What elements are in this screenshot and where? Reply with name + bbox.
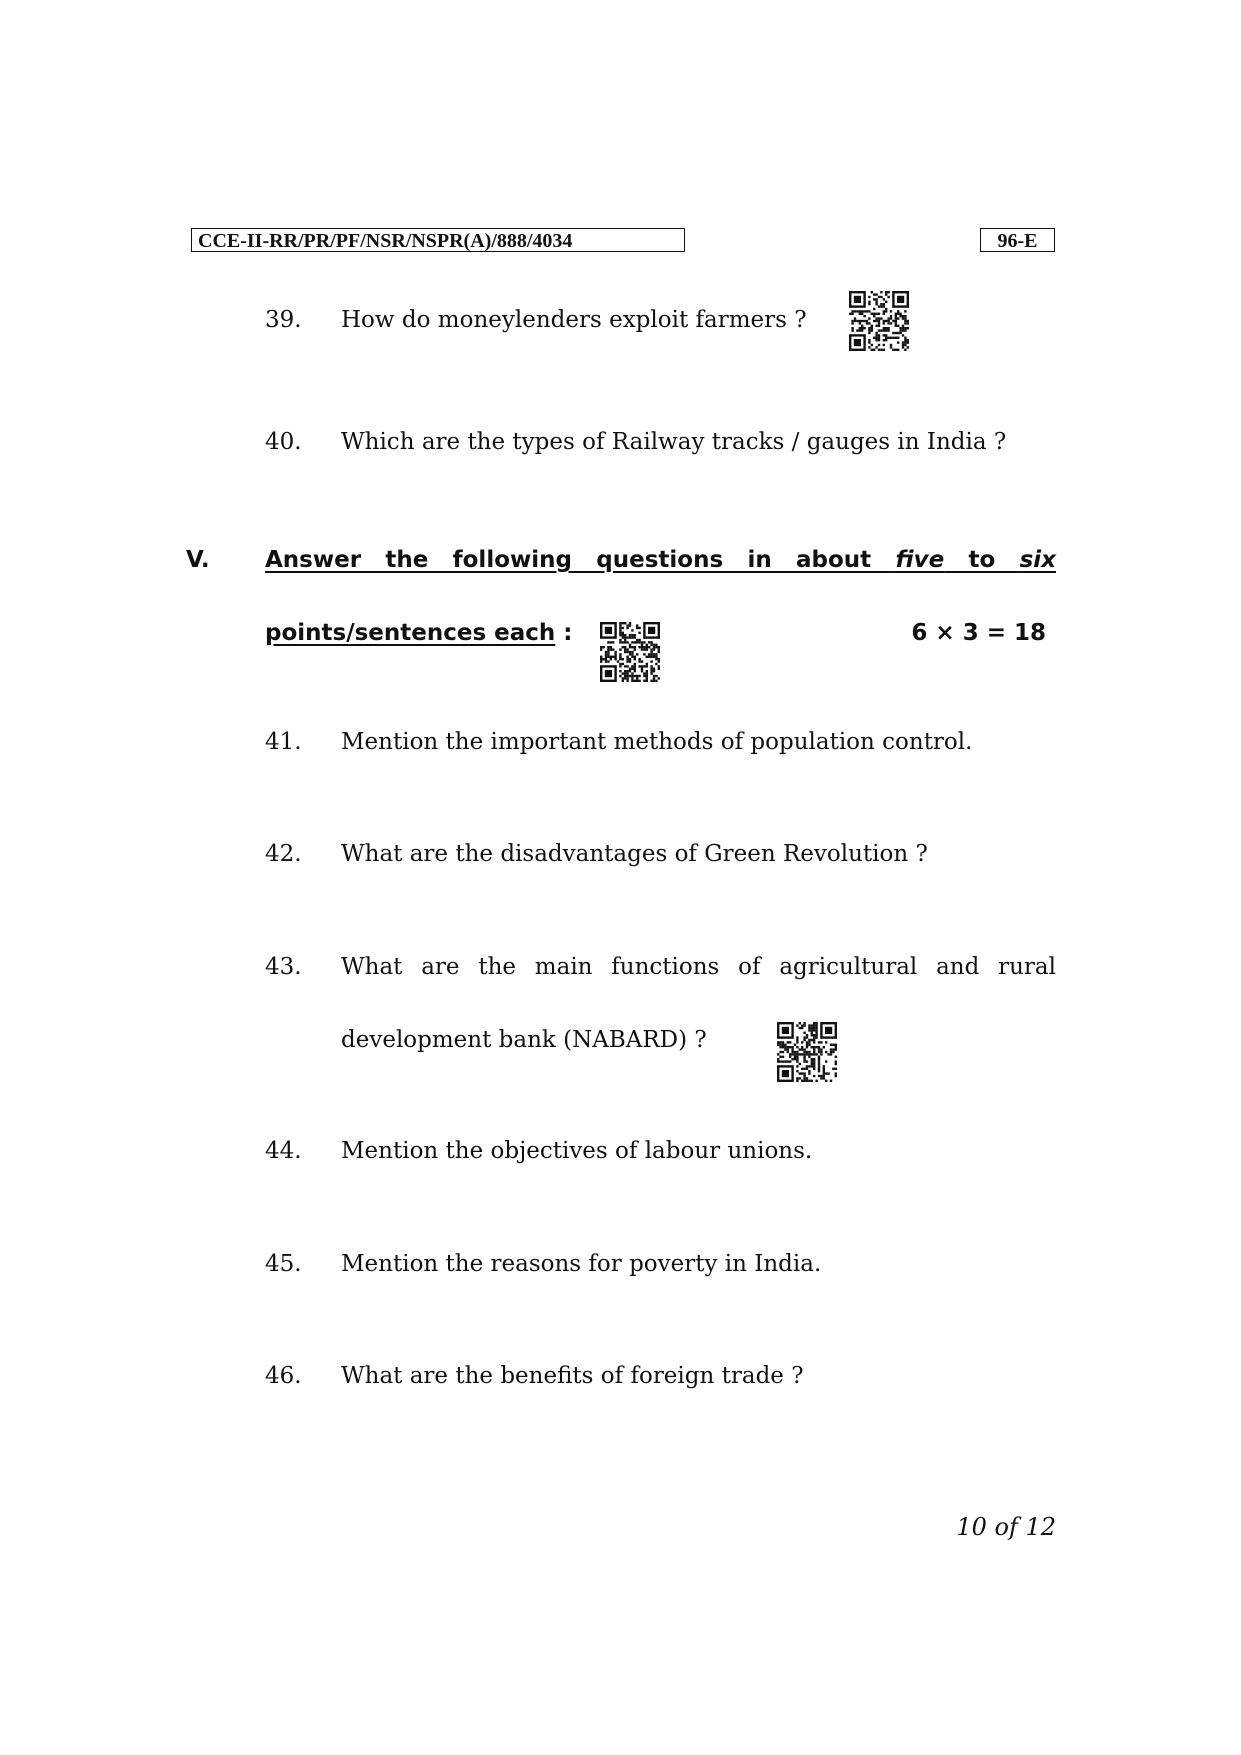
- question-text: Mention the reasons for poverty in India.: [341, 1251, 822, 1277]
- qr-code-icon: [600, 622, 660, 682]
- section-instruction-line2: points/sentences each :: [265, 620, 573, 646]
- question-text: How do moneylenders exploit farmers ?: [341, 307, 807, 333]
- question-number: 44.: [265, 1138, 302, 1164]
- question-text: What are the main functions of agricultural and rural: [341, 954, 1056, 980]
- section-instruction: Answer the following questions in about five to six: [265, 547, 1056, 573]
- question-text-continued: development bank (NABARD) ?: [341, 1027, 707, 1053]
- question-number: 43.: [265, 954, 302, 980]
- question-number: 40.: [265, 429, 302, 455]
- subject-code: 96-E: [980, 228, 1055, 252]
- section-marks: 6 × 3 = 18: [911, 620, 1046, 646]
- qr-code-icon: [777, 1022, 837, 1082]
- qr-code-icon: [849, 291, 909, 351]
- question-text: What are the benefits of foreign trade ?: [341, 1363, 804, 1389]
- question-text: Mention the important methods of population control.: [341, 729, 973, 755]
- question-number: 46.: [265, 1363, 302, 1389]
- question-text: Mention the objectives of labour unions.: [341, 1138, 813, 1164]
- question-number: 42.: [265, 841, 302, 867]
- question-number: 39.: [265, 307, 302, 333]
- paper-code: CCE-II-RR/PR/PF/NSR/NSPR(A)/888/4034: [191, 228, 685, 252]
- question-number: 45.: [265, 1251, 302, 1277]
- question-number: 41.: [265, 729, 302, 755]
- section-number: V.: [186, 547, 210, 573]
- question-text: Which are the types of Railway tracks / gauges in India ?: [341, 429, 1007, 455]
- question-text: What are the disadvantages of Green Revolution ?: [341, 841, 928, 867]
- page-number: 10 of 12: [956, 1513, 1056, 1541]
